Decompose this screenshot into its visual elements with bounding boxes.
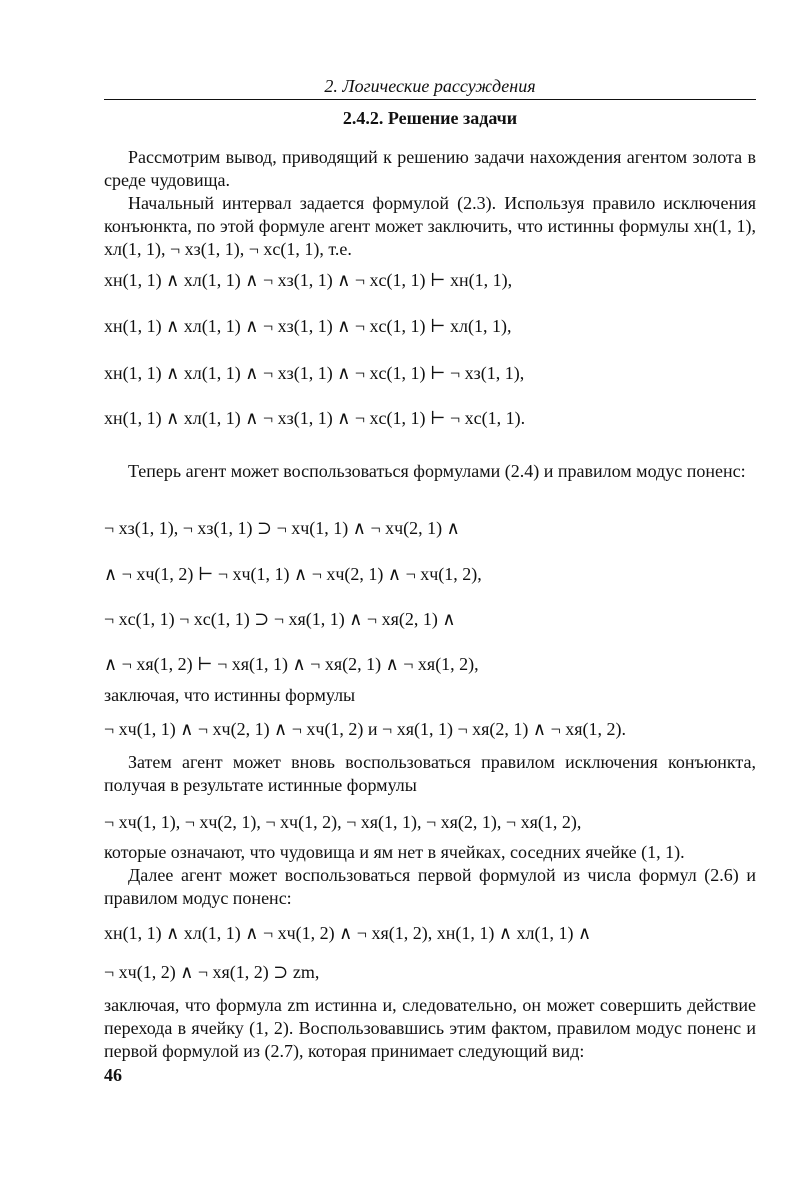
paragraph-conjunct-elimination: Затем агент может вновь воспользоваться правилом исключения конъюнкта, получая в результате истинные формулы [104, 752, 756, 795]
formula-line: ¬ xс(1, 1) ¬ xс(1, 1) ⊃ ¬ xя(1, 1) ∧ ¬ xя(2, 1) ∧ [104, 609, 456, 629]
formula-line: xн(1, 1) ∧ xл(1, 1) ∧ ¬ xз(1, 1) ∧ ¬ xс(1, 1) ⊢ ¬ xз(1, 1), [104, 363, 525, 383]
formula-line: ¬ xч(1, 2) ∧ ¬ xя(1, 2) ⊃ zm, [104, 962, 320, 982]
paragraph-concluding: заключая, что истинны формулы [104, 685, 356, 705]
section-title: 2.4.2. Решение задачи [342, 108, 518, 128]
running-header: 2. Логические рассуждения [324, 76, 536, 96]
formula-line: xн(1, 1) ∧ xл(1, 1) ∧ ¬ xз(1, 1) ∧ ¬ xс(1, 1) ⊢ xл(1, 1), [104, 316, 512, 336]
formula-line: xн(1, 1) ∧ xл(1, 1) ∧ ¬ xз(1, 1) ∧ ¬ xс(1, 1) ⊢ xн(1, 1), [104, 270, 513, 290]
paragraph-first-formula: Далее агент может воспользоваться первой формулой из числа формул (2.6) и правилом модус поненс: [104, 865, 756, 908]
paragraph-modus-ponens: Теперь агент может воспользоваться формулами (2.4) и правилом модус поненс: [128, 461, 746, 481]
formula-line: xн(1, 1) ∧ xл(1, 1) ∧ ¬ xч(1, 2) ∧ ¬ xя(1, 2), xн(1, 1) ∧ xл(1, 1) ∧ [104, 923, 592, 943]
formula-line: ¬ xз(1, 1), ¬ xз(1, 1) ⊃ ¬ xч(1, 1) ∧ ¬ xч(2, 1) ∧ [104, 518, 460, 538]
formula-line: ¬ xч(1, 1), ¬ xч(2, 1), ¬ xч(1, 2), ¬ xя(1, 1), ¬ xя(2, 1), ¬ xя(1, 2), [104, 812, 582, 832]
formula-line: ∧ ¬ xя(1, 2) ⊢ ¬ xя(1, 1) ∧ ¬ xя(2, 1) ∧ ¬ xя(1, 2), [104, 654, 479, 674]
paragraph-intro: Рассмотрим вывод, приводящий к решению задачи нахождения агентом золота в среде чудовища. [104, 147, 756, 190]
formula-line: ∧ ¬ xч(1, 2) ⊢ ¬ xч(1, 1) ∧ ¬ xч(2, 1) ∧ ¬ xч(1, 2), [104, 564, 482, 584]
header-rule [104, 99, 756, 100]
paragraph-move-action: заключая, что формула zm истинна и, следовательно, он может совершить действие перехода в ячейку (1, 2). Воспользовавшись этим фактом, правилом модус поненс и первой формулой из (2.7), которая принимает следующий вид: [104, 995, 756, 1061]
paragraph-initial-interval: Начальный интервал задается формулой (2.3). Используя правило исключения конъюнкта, по этой формуле агент может заключить, что истинны формулы xн(1, 1), xл(1, 1), ¬ xз(1, 1), ¬ xс(1, 1), т.е. [104, 193, 756, 259]
formula-line: xн(1, 1) ∧ xл(1, 1) ∧ ¬ xз(1, 1) ∧ ¬ xс(1, 1) ⊢ ¬ xс(1, 1). [104, 408, 526, 428]
formula-line: ¬ xч(1, 1) ∧ ¬ xч(2, 1) ∧ ¬ xч(1, 2) и ¬ xя(1, 1) ¬ xя(2, 1) ∧ ¬ xя(1, 2). [104, 719, 626, 739]
paragraph-no-monster: которые означают, что чудовища и ям нет в ячейках, соседних ячейке (1, 1). [104, 842, 685, 862]
page-number: 46 [104, 1065, 122, 1085]
